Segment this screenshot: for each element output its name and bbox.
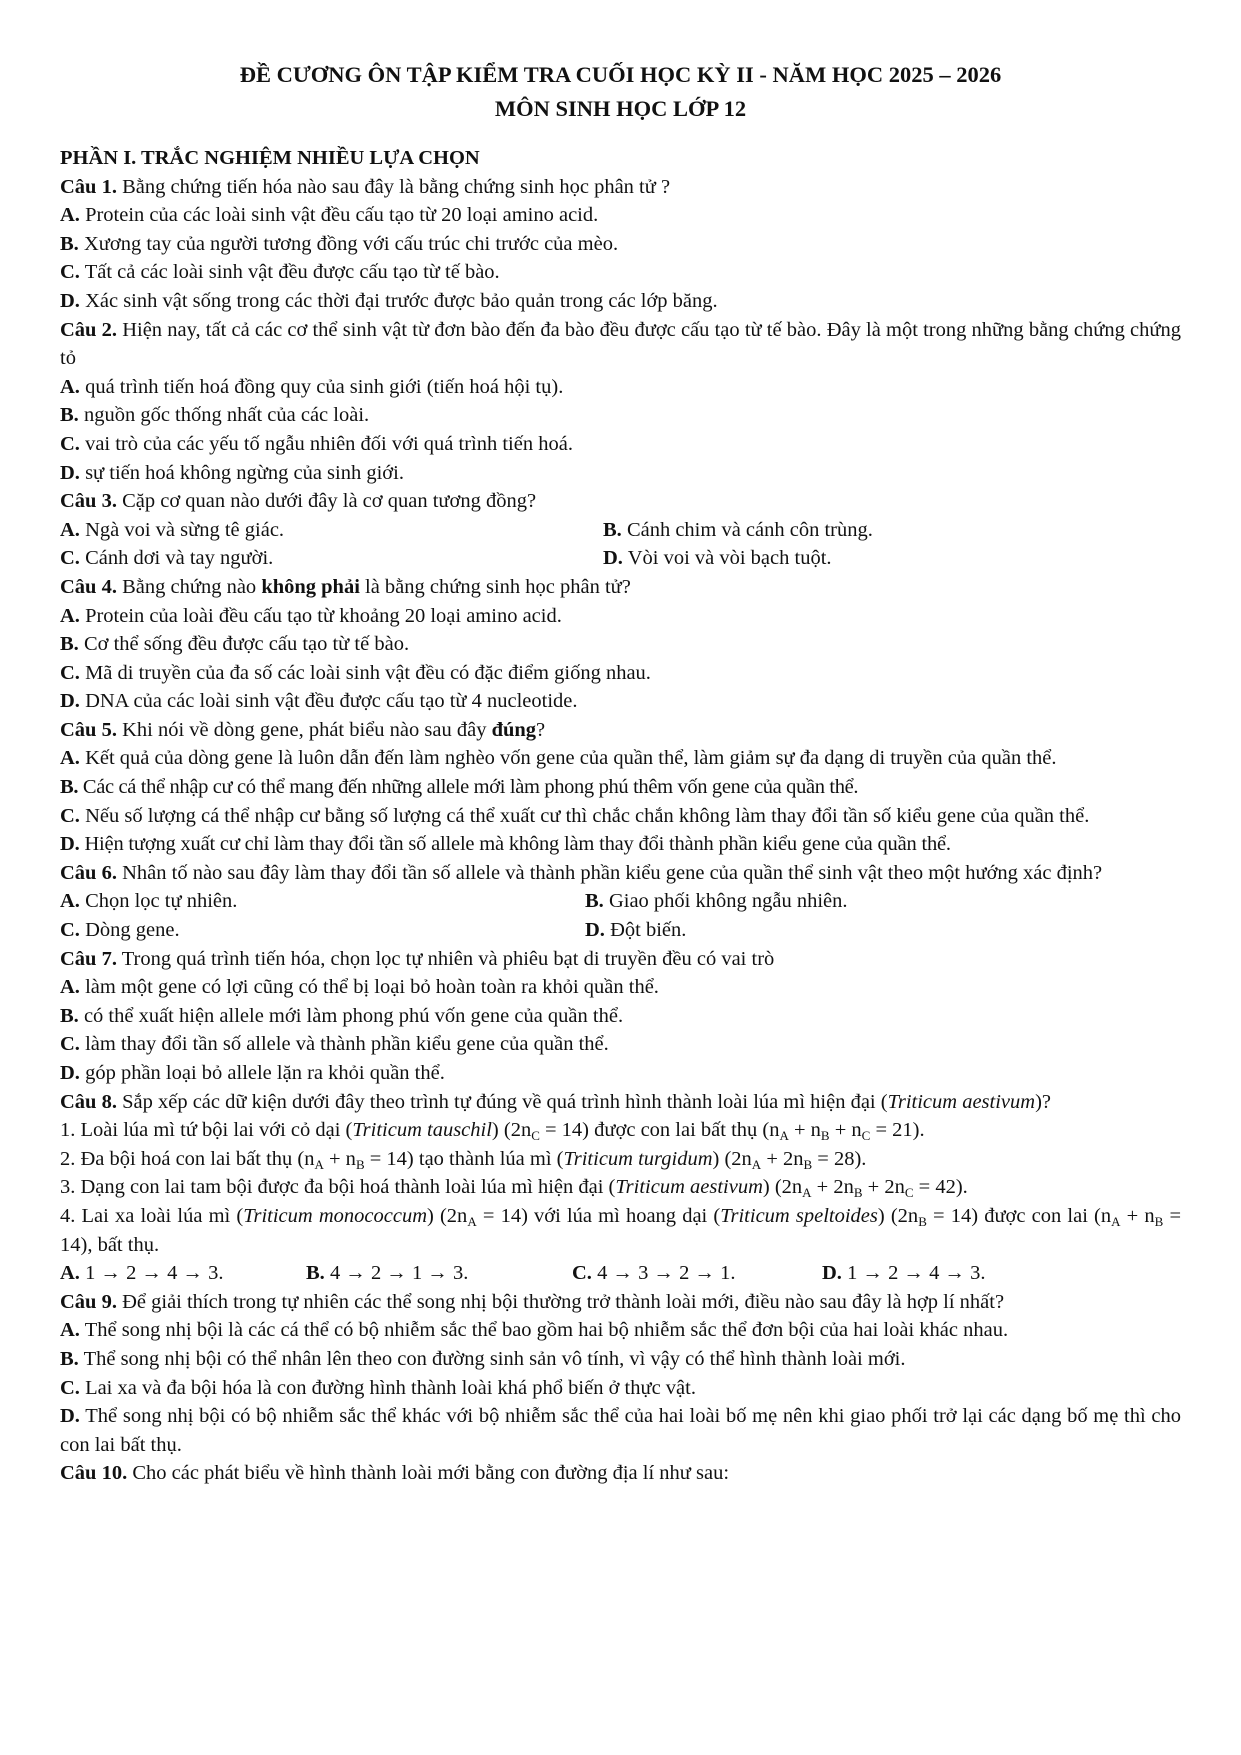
question-text: Trong quá trình tiến hóa, chọn lọc tự nhiên và phiêu bạt di truyền đều có vai trò	[116, 947, 775, 970]
option-text: Chọn lọc tự nhiên.	[79, 890, 238, 913]
emphasis-text: không phải	[261, 575, 360, 598]
option-text: Đột biến.	[604, 919, 687, 942]
question-6-option-a	[60, 887, 585, 916]
statement-text: 4. Lai xa loài lúa mì (	[60, 1204, 244, 1227]
option-text: 1 → 2 → 4 → 3.	[79, 1262, 224, 1285]
question-3-stem	[60, 487, 1181, 516]
question-label: Câu 8.	[60, 1090, 117, 1113]
question-1-option-c	[60, 258, 1181, 287]
subscript: C	[861, 1128, 871, 1144]
option-text: Cánh chim và cánh côn trùng.	[621, 518, 873, 541]
question-6-stem	[60, 859, 1181, 888]
option-text: làm một gene có lợi cũng có thể bị loại bỏ hoàn toàn ra khỏi quần thể.	[79, 976, 659, 999]
option-label: C.	[60, 1033, 80, 1056]
option-text: Kết quả của dòng gene là luôn dẫn đến làm nghèo vốn gene của quần thể, làm giảm sự đa dạng di truyền của quần thể.	[79, 747, 1057, 770]
option-label: C.	[60, 804, 80, 827]
section-heading: PHẦN I. TRẮC NGHIỆM NHIỀU LỰA CHỌN	[60, 147, 480, 169]
question-6-options	[60, 887, 1181, 944]
option-label: A.	[60, 1262, 80, 1285]
question-9-option-a	[60, 1316, 1181, 1345]
option-text: Các cá thể nhập cư có thể mang đến những allele mới làm phong phú thêm vốn gene của quần thể.	[78, 776, 859, 799]
question-text: Bằng chứng tiến hóa nào sau đây là bằng chứng sinh học phân tử ?	[116, 175, 671, 198]
question-1-option-d	[60, 287, 1181, 316]
species-name: Triticum aestivum	[887, 1090, 1036, 1113]
option-text: DNA của các loài sinh vật đều được cấu tạo từ 4 nucleotide.	[79, 690, 578, 713]
question-6-option-c	[60, 916, 585, 945]
statement-text: ) (2n	[712, 1147, 752, 1170]
option-text: Mã di truyền của đa số các loài sinh vật đều có đặc điểm giống nhau.	[79, 661, 651, 684]
question-8-option-a	[60, 1259, 306, 1288]
question-5-option-c	[60, 802, 1181, 831]
statement-text: + n	[323, 1147, 356, 1170]
option-text: vai trò của các yếu tố ngẫu nhiên đối với quá trình tiến hoá.	[79, 432, 573, 455]
option-text: 1 → 2 → 4 → 3.	[841, 1262, 986, 1285]
question-text: là bằng chứng sinh học phân tử?	[359, 575, 631, 598]
statement-text: + n	[1120, 1204, 1155, 1227]
question-8-statement-3	[60, 1173, 1181, 1202]
option-label: B.	[60, 633, 79, 656]
option-label: C.	[60, 1376, 80, 1399]
statement-text: = 14) được con lai bất thụ (n	[539, 1119, 780, 1142]
question-label: Câu 4.	[60, 575, 117, 598]
statement-text: = 14) được con lai (n	[926, 1204, 1112, 1227]
question-4-stem	[60, 573, 1181, 602]
option-text: 4 → 3 → 2 → 1.	[591, 1262, 736, 1285]
subscript: C	[904, 1185, 914, 1201]
option-label: C.	[60, 261, 80, 284]
subscript: B	[918, 1213, 927, 1229]
option-text: Ngà voi và sừng tê giác.	[79, 518, 285, 541]
option-text: Giao phối không ngẫu nhiên.	[603, 890, 848, 913]
question-label: Câu 1.	[60, 175, 117, 198]
option-label: C.	[60, 661, 80, 684]
question-4-option-c	[60, 659, 1181, 688]
question-9-option-b	[60, 1345, 1181, 1374]
question-text: Nhân tố nào sau đây làm thay đổi tần số allele và thành phần kiểu gene của quần thể sinh vật theo một hướng xác định?	[116, 861, 1103, 884]
statement-text: ) (2n	[762, 1176, 803, 1199]
option-label: C.	[572, 1262, 592, 1285]
option-label: A.	[60, 604, 80, 627]
subscript: A	[802, 1185, 812, 1201]
question-2-option-c	[60, 430, 1181, 459]
subscript: C	[531, 1128, 540, 1144]
question-10-stem	[60, 1459, 1181, 1488]
option-label: A.	[60, 976, 80, 999]
question-9-option-d	[60, 1402, 1181, 1459]
subscript: B	[355, 1156, 365, 1172]
species-name: Triticum aestivum	[615, 1176, 763, 1199]
title-line-1: ĐỀ CƯƠNG ÔN TẬP KIỂM TRA CUỐI HỌC KỲ II - NĂM HỌC 2025 – 2026	[239, 62, 1002, 87]
question-8-statement-2	[60, 1145, 1181, 1174]
option-text: Nếu số lượng cá thể nhập cư bằng số lượng cá thể xuất cư thì chắc chắn không làm thay đổi tần số kiểu gene của quần thể.	[79, 804, 1090, 827]
question-5-stem	[60, 716, 1181, 745]
question-text: Để giải thích trong tự nhiên các thể song nhị bội thường trở thành loài mới, điều nào sau đây là hợp lí nhất?	[116, 1290, 1005, 1313]
option-label: A.	[60, 1319, 80, 1342]
question-3-option-d	[603, 544, 1181, 573]
question-label: Câu 2.	[60, 318, 118, 341]
question-1-stem	[60, 173, 1181, 202]
question-text: Hiện nay, tất cả các cơ thể sinh vật từ đơn bào đến đa bào đều được cấu tạo từ tế bào. Đây là một trong những bằng chứng chứng tỏ	[60, 318, 1181, 370]
question-label: Câu 10.	[60, 1462, 128, 1485]
option-label: D.	[60, 289, 80, 312]
option-label: B.	[60, 404, 79, 427]
question-9-option-c	[60, 1374, 1181, 1403]
question-3-option-b	[603, 516, 1181, 545]
option-label: B.	[585, 890, 604, 913]
option-text: có thể xuất hiện allele mới làm phong phú vốn gene của quần thể.	[78, 1004, 624, 1027]
question-6-option-b	[585, 887, 1181, 916]
question-6-option-d	[585, 916, 1181, 945]
statement-text: 3. Dạng con lai tam bội được đa bội hoá thành loài lúa mì hiện đại (	[60, 1176, 616, 1199]
question-text: Sắp xếp các dữ kiện dưới đây theo trình tự đúng về quá trình hình thành loài lúa mì hiện đại (	[116, 1090, 888, 1113]
question-5-option-b	[60, 773, 1181, 802]
option-label: B.	[306, 1262, 325, 1285]
statement-text: + 2n	[761, 1147, 804, 1170]
option-text: 4 → 2 → 1 → 3.	[324, 1262, 469, 1285]
question-2-option-b	[60, 401, 1181, 430]
option-text: sự tiến hoá không ngừng của sinh giới.	[79, 461, 404, 484]
question-8-stem	[60, 1088, 1181, 1117]
option-label: D.	[60, 1062, 80, 1084]
question-7-option-a	[60, 973, 1181, 1002]
option-label: A.	[60, 890, 80, 913]
option-label: B.	[603, 518, 622, 541]
statement-text: 2. Đa bội hoá con lai bất thụ (n	[60, 1147, 315, 1170]
question-5-option-d	[60, 830, 1181, 859]
question-text: Khi nói về dòng gene, phát biểu nào sau đây	[116, 718, 492, 741]
question-1-option-a	[60, 201, 1181, 230]
species-name: Triticum turgidum	[563, 1147, 713, 1170]
question-label: Câu 9.	[60, 1290, 117, 1313]
question-text: ?	[536, 718, 546, 741]
option-text: Protein của loài đều cấu tạo từ khoảng 20 loại amino acid.	[79, 604, 562, 627]
statement-text: + n	[829, 1119, 862, 1142]
question-3-options	[60, 516, 1181, 573]
option-text: Xương tay của người tương đồng với cấu trúc chi trước của mèo.	[78, 232, 619, 255]
option-text: làm thay đổi tần số allele và thành phần kiểu gene của quần thể.	[79, 1033, 609, 1056]
option-text: góp phần loại bỏ allele lặn ra khỏi quần thể.	[79, 1062, 445, 1084]
statement-text: 1. Loài lúa mì tứ bội lai với cỏ dại (	[60, 1119, 353, 1142]
option-text: Dòng gene.	[79, 919, 180, 942]
statement-text: = 42).	[913, 1176, 968, 1199]
subscript: A	[779, 1128, 789, 1144]
question-text: Cho các phát biểu về hình thành loài mới bằng con đường địa lí như sau:	[127, 1462, 730, 1485]
option-text: Lai xa và đa bội hóa là con đường hình thành loài khá phổ biến ở thực vật.	[79, 1376, 696, 1399]
statement-text: = 21).	[870, 1119, 925, 1142]
subscript: A	[1111, 1213, 1121, 1229]
question-3-option-c	[60, 544, 603, 573]
question-7-stem	[60, 945, 1181, 974]
option-label: C.	[60, 432, 80, 455]
question-8-option-b	[306, 1259, 572, 1288]
option-label: B.	[60, 1004, 79, 1027]
question-5-option-a	[60, 744, 1181, 773]
question-2-option-d	[60, 459, 1181, 488]
statement-text: = 14), bất thụ.	[60, 1204, 1182, 1256]
question-1-option-b	[60, 230, 1181, 259]
option-label: B.	[60, 232, 79, 255]
question-8-statement-4	[60, 1202, 1181, 1259]
statement-text: ) (2n	[427, 1204, 468, 1227]
subscript: A	[314, 1156, 324, 1172]
question-8-option-c	[572, 1259, 822, 1288]
option-text: Tất cả các loài sinh vật đều được cấu tạo từ tế bào.	[79, 261, 500, 284]
question-text: )?	[1035, 1090, 1052, 1113]
question-label: Câu 7.	[60, 947, 117, 970]
option-label: D.	[60, 1405, 80, 1428]
option-label: D.	[60, 690, 80, 713]
title-line-2: MÔN SINH HỌC LỚP 12	[494, 96, 747, 121]
question-7-option-d	[60, 1059, 1181, 1088]
question-label: Câu 5.	[60, 718, 117, 741]
option-label: B.	[60, 776, 79, 799]
option-label: C.	[60, 919, 80, 942]
question-4-option-a	[60, 602, 1181, 631]
statement-text: ) (2n	[877, 1204, 919, 1227]
statement-text: = 28).	[812, 1147, 867, 1170]
question-3-option-a	[60, 516, 603, 545]
subscript: A	[467, 1213, 477, 1229]
option-label: D.	[60, 461, 80, 484]
question-label: Câu 3.	[60, 490, 117, 513]
question-9-stem	[60, 1288, 1181, 1317]
option-text: Hiện tượng xuất cư chỉ làm thay đổi tần số allele mà không làm thay đổi thành phần kiểu gene của quần thể.	[79, 833, 951, 856]
statement-text: = 14) với lúa mì hoang dại (	[476, 1204, 721, 1227]
document-title	[60, 58, 1181, 126]
option-text: quá trình tiến hoá đồng quy của sinh giới (tiến hoá hội tụ).	[79, 375, 564, 398]
statement-text: ) (2n	[491, 1119, 532, 1142]
option-text: Thể song nhị bội có thể nhân lên theo con đường sinh sản vô tính, vì vậy có thể hình thành loài mới.	[78, 1347, 906, 1370]
option-label: A.	[60, 204, 80, 227]
statement-text: + n	[788, 1119, 821, 1142]
option-label: D.	[60, 833, 80, 856]
option-text: Cơ thể sống đều được cấu tạo từ tế bào.	[78, 633, 410, 656]
option-text: Thể song nhị bội là các cá thể có bộ nhiễm sắc thể bao gồm hai bộ nhiễm sắc thể đơn bội của hai loài khác nhau.	[79, 1319, 1009, 1342]
option-text: Thể song nhị bội có bộ nhiễm sắc thể khác với bộ nhiễm sắc thể của hai loài bố mẹ nên khi giao phối trở lại các dạng bố mẹ thì cho con lai bất thụ.	[60, 1405, 1181, 1456]
option-text: nguồn gốc thống nhất của các loài.	[78, 404, 370, 427]
question-8-statement-1	[60, 1116, 1181, 1145]
option-label: A.	[60, 747, 80, 770]
statement-text: + 2n	[862, 1176, 905, 1199]
question-8-option-d	[822, 1259, 1181, 1288]
option-label: D.	[585, 919, 605, 942]
subscript: B	[1154, 1213, 1164, 1229]
option-label: D.	[822, 1262, 842, 1285]
option-label: C.	[60, 547, 80, 570]
statement-text: + 2n	[811, 1176, 854, 1199]
subscript: A	[751, 1156, 762, 1172]
question-label: Câu 6.	[60, 861, 117, 884]
species-name: Triticum speltoides	[720, 1204, 878, 1227]
species-name: Triticum tauschil	[352, 1119, 492, 1142]
question-text: Bằng chứng nào	[116, 575, 262, 598]
option-text: Protein của các loài sinh vật đều cấu tạo từ 20 loại amino acid.	[79, 204, 599, 227]
question-2-stem	[60, 316, 1181, 373]
emphasis-text: đúng	[491, 718, 537, 741]
option-label: B.	[60, 1347, 79, 1370]
question-7-option-c	[60, 1030, 1181, 1059]
subscript: B	[803, 1156, 813, 1172]
species-name: Triticum monococcum	[243, 1204, 427, 1227]
subscript: B	[853, 1185, 863, 1201]
option-text: Xác sinh vật sống trong các thời đại trước được bảo quản trong các lớp băng.	[79, 289, 718, 312]
option-label: D.	[603, 547, 623, 570]
question-text: Cặp cơ quan nào dưới đây là cơ quan tương đồng?	[116, 490, 537, 513]
question-4-option-d	[60, 687, 1181, 716]
subscript: B	[820, 1128, 830, 1144]
option-text: Cánh dơi và tay người.	[79, 547, 274, 570]
question-2-option-a	[60, 373, 1181, 402]
statement-text: = 14) tạo thành lúa mì (	[364, 1147, 564, 1170]
option-text: Vòi voi và vòi bạch tuột.	[622, 547, 832, 570]
option-label: A.	[60, 375, 80, 398]
question-7-option-b	[60, 1002, 1181, 1031]
option-label: A.	[60, 518, 80, 541]
question-8-options	[60, 1259, 1181, 1288]
question-4-option-b	[60, 630, 1181, 659]
